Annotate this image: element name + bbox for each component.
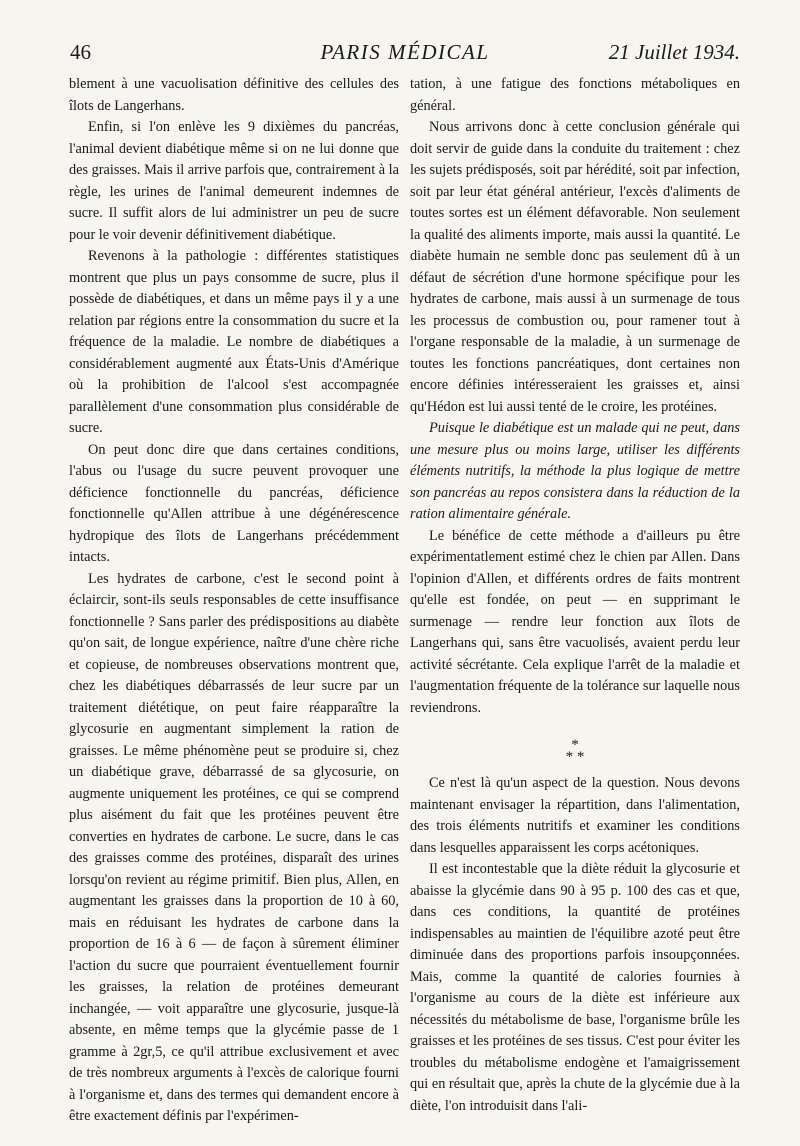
paragraph: Enfin, si l'on enlève les 9 dixièmes du pancréas, l'animal devient diabétique même si on ne lui donne que des graisses. Mais il arrive parfois que, contrairement à la règle, les urines de l'animal demeurent indemnes de sucre. Il suffit alors de lui administrer un peu de sucre pour le voir devenir définitivement diabétique. <box>69 119 399 243</box>
paragraph: tation, à une fatigue des fonctions métaboliques en général. <box>410 76 740 114</box>
paragraph: Nous arrivons donc à cette conclusion générale qui doit servir de guide dans la conduite du traitement : chez les sujets prédisposés, soit par hérédité, soit par infection, soit par leur état général antérieur, l'excès d'aliments de toutes sortes est un élément défavorable. Non seulement la qualité des aliments importe, mais aussi la quantité. Le diabète humain ne semble donc pas seulement dû à un défaut de sécrétion d'une hormone spécifique pour les hydrates de carbone, mais aussi à un surmenage de tous les processus de combustion ou, pour ramener tout à l'organe responsable de la maladie, à un surmenage de toutes les fonctions pancréatiques, dont certaines non encore définies intéresseraient les graisses et, ainsi qu'Hédon est lui aussi tenté de le croire, les protéines. <box>410 119 740 415</box>
asterism-top: * <box>571 737 579 753</box>
italic-paragraph: Puisque le diabétique est un malade qui ne peut, dans une mesure plus ou moins large, utiliser les différents éléments nutritifs, la méthode la plus logique de mettre son pancréas au repos consistera dans la réduction de la ration alimentaire générale. <box>410 420 740 522</box>
section-break-asterisks <box>410 739 740 763</box>
paragraph: Les hydrates de carbone, c'est le second point à éclaircir, sont-ils seuls responsables de cette insuffisance fonctionnelle ? Sans parler des prédispositions au diabète qu'on sait, de longue expérience, naître d'une chère riche et copieuse, de nombreuses observations montrent que, chez les diabétiques débarrassés de leur sucre par un traitement diététique, on peut faire réapparaître la glycosurie en augmentant simplement la ration de graisses. Le même phénomène peut se produire si, chez un diabétique grave, débarrassé de sa glycosurie, on augmente uniquement les protéines, ce qui se comprend plus aisément du fait que les protéines peuvent être converties en hydrates de carbone. Le sucre, dans le cas des graisses comme des protéines, disparaît des urines lorsqu'on revient au régime primitif. Bien plus, Allen, en augmentant les graisses dans la proportion de 10 à 60, mais en réduisant les hydrates de carbone dans la proportion de 16 à 6 — de façon à sûrement éliminer l'action du sucre que pourraient éventuellement fournir les graisses, la relation de protéines demeurant inchangée, — voit apparaître une glycosurie, jusque-là absente, en même temps que la glycémie passe de 1 gramme à 2gr,5, ce qu'il attribue exclusivement et avec de très nombreux arguments à l'excès de calorique fourni à l'organisme et, dans des termes qui demandent encore à être exactement définis par l'expérimen- <box>69 570 399 1124</box>
paragraph: On peut donc dire que dans certaines conditions, l'abus ou l'usage du sucre peuvent provoquer une déficience fonctionnelle du pancréas, déficience fonctionnelle qu'Allen attribue à une dégénérescence hydropique des îlots de Langerhans précédemment intacts. <box>69 441 399 565</box>
paragraph: Ce n'est là qu'un aspect de la question. Nous devons maintenant envisager la répartition, dans l'alimentation, des trois éléments nutritifs et examiner les conditions dans lesquelles apparaissent les corps acétoniques. <box>410 775 740 856</box>
page-header <box>70 40 740 68</box>
left-column <box>69 74 399 1128</box>
paragraph: blement à une vacuolisation définitive des cellules des îlots de Langerhans. <box>69 76 399 114</box>
paragraph: Revenons à la pathologie : différentes statistiques montrent que plus un pays consomme de sucre, plus il possède de diabétiques, et dans un même pays il y a une relation par régions entre la consommation du sucre et la fréquence de la maladie. Le nombre de diabétiques a considérablement augmenté aux États-Unis d'Amérique où la prohibition de l'alcool s'est accompagnée parallèlement d'une consommation plus considérable de sucre. <box>69 248 399 436</box>
right-column <box>410 74 740 1117</box>
asterism-bottom: * * <box>565 749 585 765</box>
paragraph: Le bénéfice de cette méthode a d'ailleurs pu être expérimentatlement estimé chez le chien par Allen. Dans l'opinion d'Allen, et différents ordres de faits montrent qu'elle est fondée, on peut — en supprimant le surmenage — rendre leur fonction aux îlots de Langerhans qui, sans être vacuolisés, avaient perdu leur activité sécrétante. Cela explique l'arrêt de la maladie et l'augmentation fréquente de la tolérance sur laquelle nous reviendrons. <box>410 527 740 716</box>
page-number: 46 <box>70 40 91 64</box>
journal-title: PARIS MÉDICAL <box>320 40 490 64</box>
issue-date: 21 Juillet 1934. <box>608 40 740 64</box>
paragraph: Il est incontestable que la diète réduit la glycosurie et abaisse la glycémie dans 90 à 95 p. 100 des cas et que, dans ces conditions, la quantité de protéines indispensables au maintien de l'équilibre azoté peut être diminuée dans des proportions parfois insoupçonnées. Mais, comme la quantité de calories fournies à l'organisme au cours de la diète est inférieure aux nécessités du métabolisme de base, l'organisme brûle les graisses et les protéines de ses tissus. C'est pour éviter les troubles du métabolisme endogène et l'amaigrissement qui en résultait que, après la chute de la glycémie due à la diète, l'on introduisit dans l'ali- <box>410 861 740 1114</box>
